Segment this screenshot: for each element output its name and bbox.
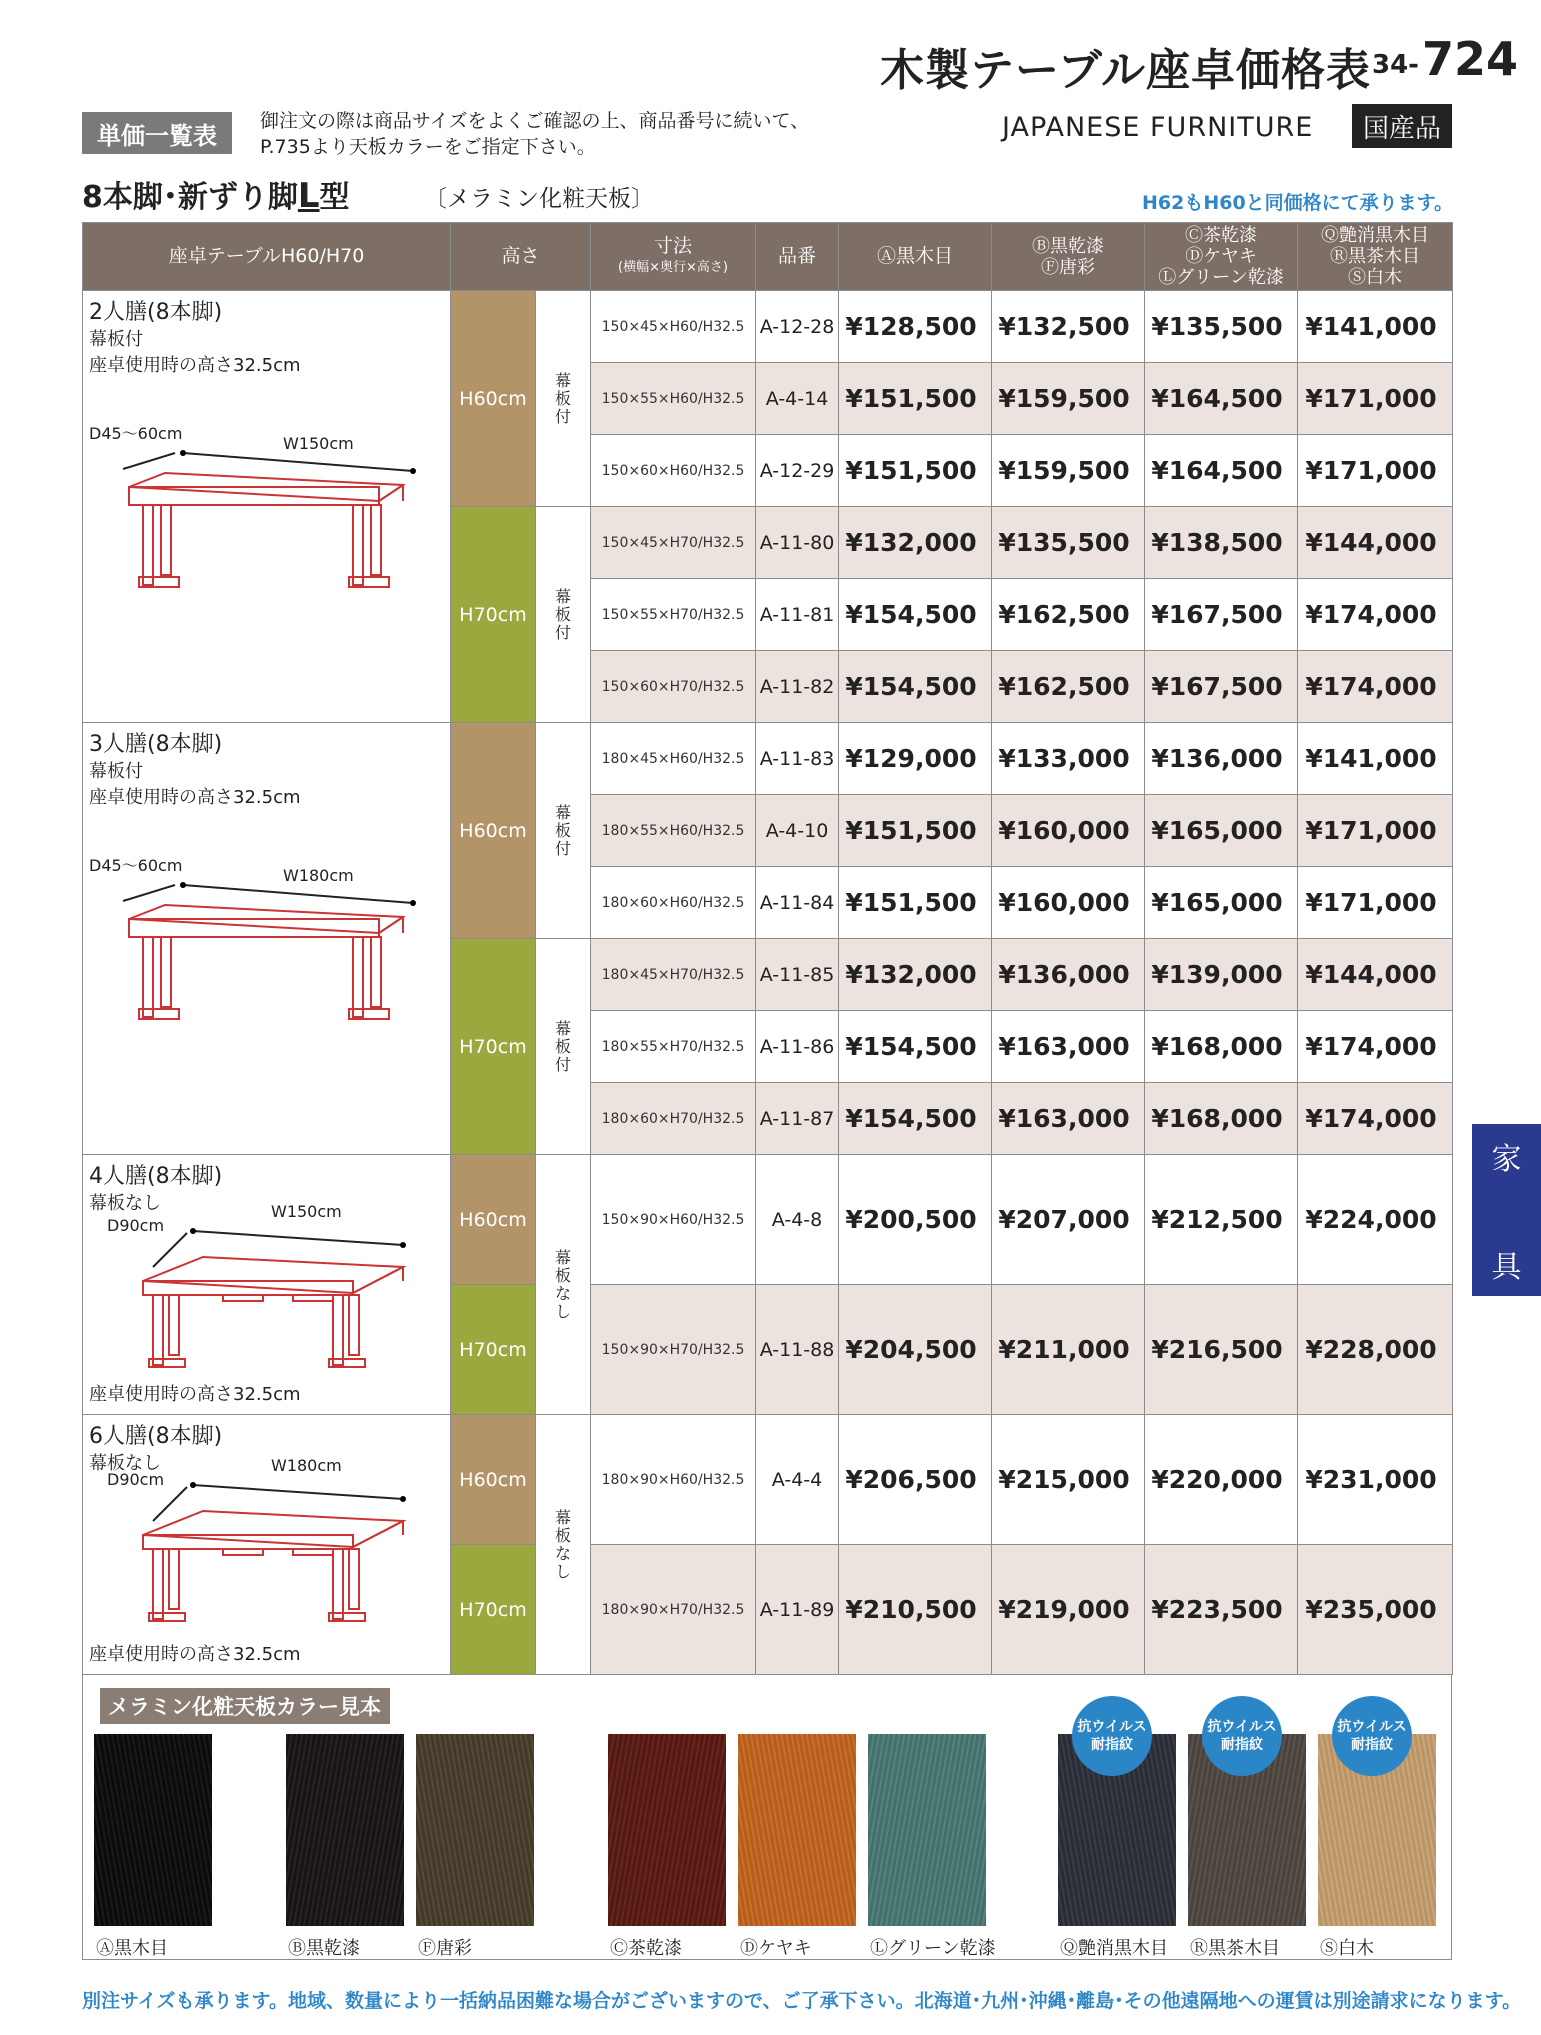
price-cell: ¥154,500 [839,579,992,651]
header-color-bf [992,223,1145,291]
swatch-label: Ⓑ黒乾漆 [288,1938,360,1959]
product-code-cell: A-11-81 [756,579,839,651]
color-swatch [416,1734,534,1926]
panel-type [536,507,591,723]
price-cell: ¥200,500 [839,1155,992,1285]
group-description [83,291,451,723]
price-cell: ¥174,000 [1298,579,1453,651]
header-color-qrs [1298,223,1453,291]
swatch-label: Ⓓケヤキ [740,1938,812,1959]
antiviral-text: 抗ウイルス [1337,1719,1407,1735]
page-title: 木製テーブル座卓価格表 [880,45,1372,96]
dimension-cell: 180×55×H60/H32.5 [591,795,756,867]
price-cell: ¥223,500 [1145,1545,1298,1675]
page-prefix: 34- [1372,50,1419,80]
price-cell: ¥219,000 [992,1545,1145,1675]
price-cell: ¥154,500 [839,1083,992,1155]
product-code-cell: A-4-10 [756,795,839,867]
dimension-cell: 150×55×H70/H32.5 [591,579,756,651]
brand-label: JAPANESE FURNITURE [1002,112,1314,143]
color-swatch [608,1734,726,1926]
price-cell: ¥138,500 [1145,507,1298,579]
price-cell: ¥210,500 [839,1545,992,1675]
side-tab[interactable] [1472,1124,1541,1296]
price-cell: ¥139,000 [1145,939,1298,1011]
group-height-note: 座卓使用時の高さ32.5cm [89,1384,301,1405]
fingerprint-text: 耐指紋 [1221,1737,1263,1753]
product-code-cell: A-4-14 [756,363,839,435]
depth-label: D45～60cm [89,424,183,443]
group-height-note: 座卓使用時の高さ32.5cm [89,787,301,808]
price-cell: ¥144,000 [1298,939,1453,1011]
table-illustration-icon [103,1227,423,1377]
product-code-cell: A-12-28 [756,291,839,363]
header-color-s: Ⓢ白木 [1348,267,1403,288]
subtitle-mark: L [297,176,320,216]
antiviral-badge [1202,1696,1282,1776]
height-h70: H70cm [451,1285,536,1415]
product-code-cell: A-4-4 [756,1415,839,1545]
swatch-label: Ⓐ黒木目 [96,1938,168,1959]
price-cell: ¥136,000 [1145,723,1298,795]
notice-line-1: 御注文の際は商品サイズをよくご確認の上、商品番号に続いて、 [260,110,810,132]
footer-note: 別注サイズも承ります。地域、数量により一括納品困難な場合がございますので、ご了承下さい。北海道･九州･沖縄･離島･その他遠隔地への運賃は別途請求になります。 [82,1990,1522,2012]
table-header-row [83,223,1453,291]
price-cell: ¥174,000 [1298,1011,1453,1083]
price-cell: ¥206,500 [839,1415,992,1545]
swatch-label: Ⓡ黒茶木目 [1190,1938,1280,1959]
panel-type-text: 幕板付 [554,802,571,858]
price-cell: ¥171,000 [1298,867,1453,939]
group-panel-note: 幕板なし [89,1453,161,1474]
dimension-cell: 180×55×H70/H32.5 [591,1011,756,1083]
depth-label: D90cm [107,1470,165,1489]
price-cell: ¥165,000 [1145,795,1298,867]
product-code-cell: A-4-8 [756,1155,839,1285]
order-notice [260,108,880,160]
price-cell: ¥167,500 [1145,651,1298,723]
price-cell: ¥151,500 [839,435,992,507]
price-cell: ¥174,000 [1298,651,1453,723]
page-number: 724 [1422,32,1519,86]
height-h70: H70cm [451,939,536,1155]
swatch-label: Ⓛグリーン乾漆 [870,1938,996,1959]
header-dim-sub: (横幅×奥行×高さ) [618,259,728,275]
panel-type-text: 幕板なし [554,1507,571,1581]
group-panel-note: 幕板付 [89,329,143,350]
swatch-label: Ⓒ茶乾漆 [610,1938,682,1959]
dimension-cell: 150×55×H60/H32.5 [591,363,756,435]
width-label: W150cm [271,1202,342,1221]
price-cell: ¥171,000 [1298,795,1453,867]
table-illustration-icon [103,881,423,1031]
price-cell: ¥132,000 [839,939,992,1011]
height-h60: H60cm [451,1415,536,1545]
product-code-cell: A-11-84 [756,867,839,939]
price-cell: ¥235,000 [1298,1545,1453,1675]
product-code-cell: A-11-89 [756,1545,839,1675]
product-code-cell: A-11-85 [756,939,839,1011]
swatch-label: Ⓢ白木 [1320,1938,1374,1959]
dimension-cell: 180×60×H70/H32.5 [591,1083,756,1155]
price-cell: ¥154,500 [839,651,992,723]
header-color-q: Ⓠ艶消黒木目 [1321,225,1430,246]
price-cell: ¥168,000 [1145,1011,1298,1083]
section-subtitle [82,172,350,216]
dimension-cell: 150×90×H70/H32.5 [591,1285,756,1415]
width-label: W180cm [283,866,354,885]
height-h60: H60cm [451,1155,536,1285]
price-cell: ¥135,500 [1145,291,1298,363]
color-swatch [868,1734,986,1926]
header-color-cdl [1145,223,1298,291]
table-row [83,1155,1453,1285]
group-height-note: 座卓使用時の高さ32.5cm [89,355,301,376]
price-cell: ¥216,500 [1145,1285,1298,1415]
height-h70: H70cm [451,507,536,723]
price-cell: ¥164,500 [1145,363,1298,435]
group-title: 3人膳(8本脚) [89,732,223,757]
product-code-cell: A-11-88 [756,1285,839,1415]
panel-type [536,291,591,507]
dimension-cell: 180×90×H60/H32.5 [591,1415,756,1545]
panel-type-text: 幕板付 [554,586,571,642]
dimension-cell: 180×90×H70/H32.5 [591,1545,756,1675]
fingerprint-text: 耐指紋 [1351,1737,1393,1753]
color-swatch [738,1734,856,1926]
header-color-d: Ⓓケヤキ [1185,246,1257,267]
price-cell: ¥171,000 [1298,363,1453,435]
header-color-c: Ⓒ茶乾漆 [1185,225,1258,246]
price-cell: ¥159,500 [992,363,1145,435]
header-height: 高さ [451,223,591,291]
group-panel-note: 幕板なし [89,1193,161,1214]
panel-type-text: 幕板付 [554,370,571,426]
group-height-note: 座卓使用時の高さ32.5cm [89,1644,301,1665]
panel-type [536,939,591,1155]
dimension-cell: 150×60×H60/H32.5 [591,435,756,507]
width-label: W180cm [271,1456,342,1475]
group-description [83,1155,451,1415]
color-swatch [286,1734,404,1926]
price-cell: ¥151,500 [839,363,992,435]
table-row [83,723,1453,795]
price-cell: ¥141,000 [1298,291,1453,363]
panel-type [536,1415,591,1675]
depth-label: D45～60cm [89,856,183,875]
price-cell: ¥129,000 [839,723,992,795]
header-dim-label: 寸法 [654,234,693,257]
notice-line-2: P.735より天板カラーをご指定下さい。 [260,136,596,158]
price-cell: ¥224,000 [1298,1155,1453,1285]
group-title: 6人膳(8本脚) [89,1424,223,1449]
fingerprint-text: 耐指紋 [1091,1737,1133,1753]
subtitle-type: 型 [319,180,350,215]
price-cell: ¥204,500 [839,1285,992,1415]
price-cell: ¥212,500 [1145,1155,1298,1285]
product-code-cell: A-11-80 [756,507,839,579]
price-cell: ¥211,000 [992,1285,1145,1415]
h62-note: H62もH60と同価格にて承ります。 [1142,192,1454,214]
price-cell: ¥144,000 [1298,507,1453,579]
price-cell: ¥128,500 [839,291,992,363]
header-color-a: Ⓐ黒木目 [839,223,992,291]
dimension-cell: 150×45×H70/H32.5 [591,507,756,579]
panel-type-text: 幕板なし [554,1247,571,1321]
price-cell: ¥160,000 [992,867,1145,939]
table-row [83,1415,1453,1545]
price-cell: ¥220,000 [1145,1415,1298,1545]
group-description [83,1415,451,1675]
product-code-cell: A-11-86 [756,1011,839,1083]
group-panel-note: 幕板付 [89,761,143,782]
header-color-f: Ⓕ唐彩 [1041,256,1096,278]
price-cell: ¥159,500 [992,435,1145,507]
header-dimensions [591,223,756,291]
product-code-cell: A-11-82 [756,651,839,723]
price-cell: ¥207,000 [992,1155,1145,1285]
price-table [82,222,1453,1675]
dimension-cell: 150×45×H60/H32.5 [591,291,756,363]
depth-label: D90cm [107,1216,165,1235]
height-h60: H60cm [451,723,536,939]
group-title: 2人膳(8本脚) [89,300,223,325]
panel-type [536,723,591,939]
price-cell: ¥133,000 [992,723,1145,795]
height-h60: H60cm [451,291,536,507]
price-cell: ¥132,000 [839,507,992,579]
price-cell: ¥167,500 [1145,579,1298,651]
dimension-cell: 150×60×H70/H32.5 [591,651,756,723]
group-description [83,723,451,1155]
dimension-cell: 150×90×H60/H32.5 [591,1155,756,1285]
price-cell: ¥174,000 [1298,1083,1453,1155]
subtitle-text: 8本脚･新ずり脚 [82,180,298,215]
header-color-l: Ⓛグリーン乾漆 [1158,267,1284,288]
price-cell: ¥162,500 [992,651,1145,723]
dimension-cell: 180×45×H70/H32.5 [591,939,756,1011]
header-color-b: Ⓑ黒乾漆 [1032,235,1105,257]
antiviral-text: 抗ウイルス [1207,1719,1277,1735]
price-cell: ¥228,000 [1298,1285,1453,1415]
price-cell: ¥168,000 [1145,1083,1298,1155]
color-swatch [94,1734,212,1926]
price-cell: ¥151,500 [839,795,992,867]
group-title: 4人膳(8本脚) [89,1164,223,1189]
width-label: W150cm [283,434,354,453]
table-illustration-icon [103,1481,423,1631]
table-row [83,291,1453,363]
price-cell: ¥160,000 [992,795,1145,867]
price-cell: ¥215,000 [992,1415,1145,1545]
price-cell: ¥154,500 [839,1011,992,1083]
table-illustration-icon [103,449,423,599]
panel-type-text: 幕板付 [554,1018,571,1074]
antiviral-badge [1072,1696,1152,1776]
price-cell: ¥163,000 [992,1011,1145,1083]
height-h70: H70cm [451,1545,536,1675]
swatch-title: メラミン化粧天板カラー見本 [100,1688,390,1724]
side-tab-bottom: 具 [1491,1250,1522,1285]
antiviral-text: 抗ウイルス [1077,1719,1147,1735]
price-cell: ¥171,000 [1298,435,1453,507]
price-cell: ¥165,000 [1145,867,1298,939]
price-cell: ¥151,500 [839,867,992,939]
domestic-badge: 国産品 [1352,104,1452,148]
price-cell: ¥164,500 [1145,435,1298,507]
header-color-r: Ⓡ黒茶木目 [1330,246,1421,267]
price-cell: ¥136,000 [992,939,1145,1011]
product-code-cell: A-11-83 [756,723,839,795]
price-cell: ¥141,000 [1298,723,1453,795]
product-code-cell: A-12-29 [756,435,839,507]
header-code: 品番 [756,223,839,291]
product-code-cell: A-11-87 [756,1083,839,1155]
panel-type [536,1155,591,1415]
price-cell: ¥132,500 [992,291,1145,363]
header-table-type: 座卓テーブルH60/H70 [83,223,451,291]
side-tab-top: 家 [1491,1142,1522,1177]
dimension-cell: 180×45×H60/H32.5 [591,723,756,795]
price-cell: ¥163,000 [992,1083,1145,1155]
subtitle-note: 〔メラミン化粧天板〕 [424,186,654,212]
unit-price-badge: 単価一覧表 [82,112,232,154]
antiviral-badge [1332,1696,1412,1776]
price-cell: ¥135,500 [992,507,1145,579]
dimension-cell: 180×60×H60/H32.5 [591,867,756,939]
swatch-label: Ⓕ唐彩 [418,1938,472,1959]
price-cell: ¥162,500 [992,579,1145,651]
swatch-label: Ⓠ艶消黒木目 [1060,1938,1168,1959]
price-cell: ¥231,000 [1298,1415,1453,1545]
